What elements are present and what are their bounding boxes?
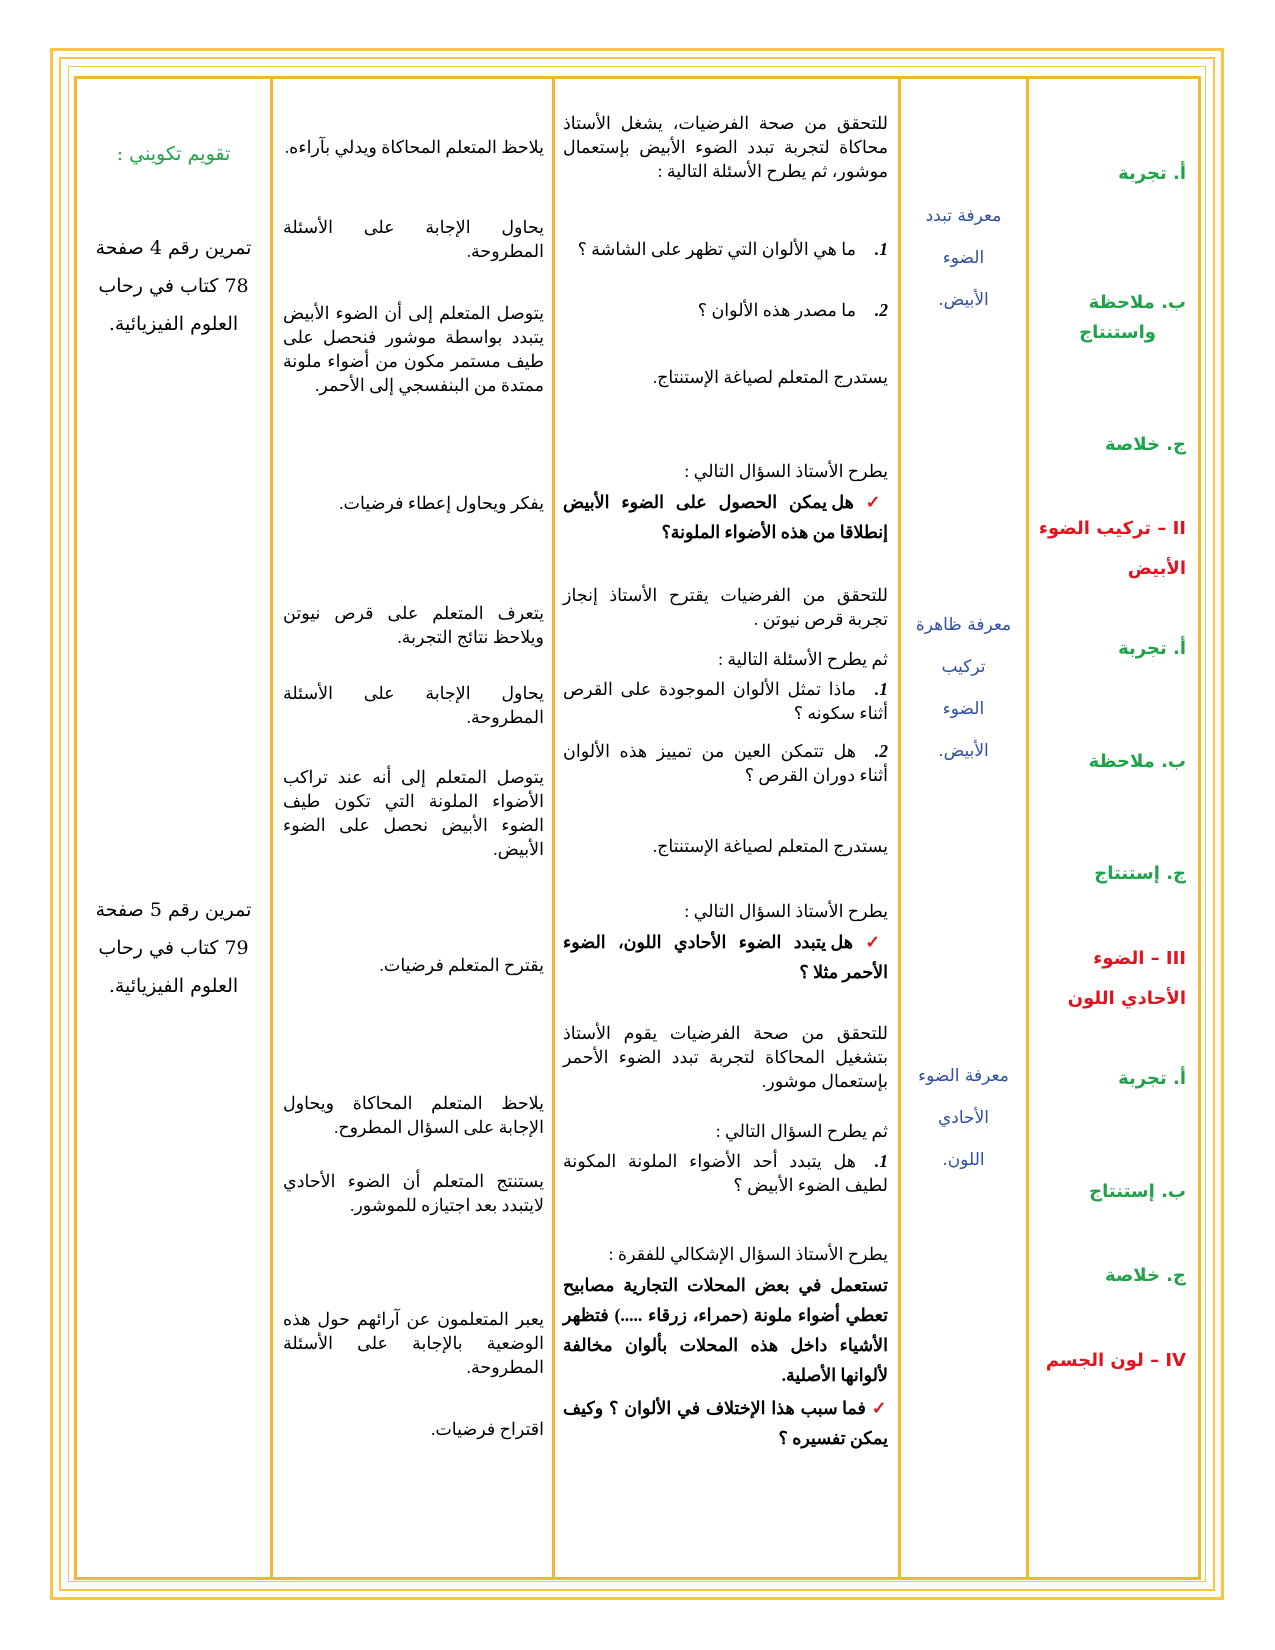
teacher-question-2 bbox=[563, 298, 888, 322]
teacher-paragraph: يستدرج المتعلم لصياغة الإستنتاج. bbox=[652, 836, 888, 856]
teacher-question-5 bbox=[563, 1149, 888, 1197]
teacher-paragraph: ثم يطرح السؤال التالي : bbox=[715, 1121, 888, 1141]
teacher-paragraph: يطرح الأستاذ السؤال الإشكالي للفقرة : bbox=[608, 1244, 888, 1264]
evaluation-exercise-1: تمرين رقم 4 صفحة 78 كتاب في رحاب العلوم الفيزيائية. bbox=[95, 237, 252, 335]
teacher-question-4 bbox=[563, 739, 888, 787]
key-question-text: هل يتبدد الضوء الأحادي اللون، الضوء الأحمر مثلا ؟ bbox=[563, 932, 888, 982]
question-text: ما هي الألوان التي تظهر على الشاشة ؟ bbox=[577, 239, 856, 259]
learner-paragraph: يقترح المتعلم فرضيات. bbox=[379, 955, 544, 975]
teacher-question-3 bbox=[563, 677, 888, 725]
problem-question-text: فما سبب هذا الإختلاف في الألوان ؟ وكيف يمكن تفسيره ؟ bbox=[563, 1398, 888, 1448]
teacher-paragraph: يستدرج المتعلم لصياغة الإستنتاج. bbox=[652, 367, 888, 387]
objective-line: معرفة الضوء bbox=[918, 1066, 1009, 1086]
checkmark-icon: ✓ bbox=[871, 1398, 888, 1418]
step-conclusion: ب. إستنتاج bbox=[1089, 1181, 1186, 1202]
teacher-paragraph: للتحقق من صحة الفرضيات يقوم الأستاذ بتشغيل المحاكاة لتجربة تبدد الضوء الأحمر بإستعمال موشور. bbox=[563, 1023, 888, 1091]
objectives-column bbox=[898, 76, 1029, 1580]
section-iii-title-cont: الأحادي اللون bbox=[1067, 988, 1186, 1009]
learner-paragraph: يتوصل المتعلم إلى أن الضوء الأبيض يتبدد بواسطة موشور فنحصل على طيف مستمر مكون من أضواء ملونة ممتدة من البنفسجي إلى الأحمر. bbox=[283, 303, 544, 395]
steps-column bbox=[1026, 76, 1201, 1580]
section-iii-title: III – الضوء bbox=[1093, 948, 1186, 969]
question-number: 1. bbox=[874, 239, 888, 259]
teacher-key-question bbox=[563, 487, 888, 547]
objective-line: الأبيض. bbox=[938, 290, 989, 310]
section-iv-title: IV – لون الجسم bbox=[1045, 1350, 1186, 1371]
learner-paragraph: يتعرف المتعلم على قرص نيوتن ويلاحظ نتائج التجربة. bbox=[283, 603, 544, 647]
teacher-activities-column bbox=[552, 76, 901, 1580]
teacher-question-1 bbox=[563, 237, 888, 261]
objective-2 bbox=[901, 604, 1026, 772]
evaluation-column bbox=[74, 76, 273, 1580]
teacher-paragraph: يطرح الأستاذ السؤال التالي : bbox=[684, 901, 888, 921]
objective-line: اللون. bbox=[942, 1150, 985, 1170]
teacher-key-question bbox=[563, 927, 888, 987]
section-ii-title-cont: الأبيض bbox=[1127, 558, 1186, 579]
question-text: هل يتبدد أحد الأضواء الملونة المكونة لطيف الضوء الأبيض ؟ bbox=[563, 1151, 888, 1195]
step-experiment: أ. تجربة bbox=[1118, 163, 1186, 184]
learner-paragraph: يلاحظ المتعلم المحاكاة ويدلي بآراءه. bbox=[284, 137, 544, 157]
question-text: هل تتمكن العين من تمييز هذه الألوان أثناء دوران القرص ؟ bbox=[563, 741, 888, 785]
learner-paragraph: اقتراح فرضيات. bbox=[430, 1419, 544, 1439]
checkmark-icon: ✓ bbox=[865, 492, 888, 512]
question-number: 2. bbox=[874, 300, 888, 320]
learner-paragraph: يفكر ويحاول إعطاء فرضيات. bbox=[339, 493, 544, 513]
evaluation-title: تقويم تكويني : bbox=[116, 143, 231, 165]
step-summary: ج. خلاصة bbox=[1104, 434, 1186, 455]
objective-3 bbox=[901, 1055, 1026, 1181]
objective-line: معرفة تبدد bbox=[925, 206, 1002, 226]
section-ii-title: II – تركيب الضوء bbox=[1038, 518, 1186, 539]
question-number: 2. bbox=[874, 741, 888, 761]
step-observation: ب. ملاحظة bbox=[1088, 292, 1186, 313]
teacher-paragraph: يطرح الأستاذ السؤال التالي : bbox=[684, 461, 888, 481]
question-number: 1. bbox=[874, 679, 888, 699]
step-summary: ج. خلاصة bbox=[1104, 1265, 1186, 1286]
question-text: ما مصدر هذه الألوان ؟ bbox=[697, 300, 856, 320]
learner-paragraph: يلاحظ المتعلم المحاكاة ويحاول الإجابة على السؤال المطروح. bbox=[283, 1093, 544, 1137]
lesson-table bbox=[74, 76, 1201, 1580]
objective-line: تركيب bbox=[941, 657, 986, 677]
step-experiment: أ. تجربة bbox=[1118, 638, 1186, 659]
question-text: ماذا تمثل الألوان الموجودة على القرص أثناء سكونه ؟ bbox=[563, 679, 888, 723]
learner-paragraph: يحاول الإجابة على الأسئلة المطروحة. bbox=[283, 683, 544, 727]
learner-paragraph: يعبر المتعلمون عن آرائهم حول هذه الوضعية بالإجابة على الأسئلة المطروحة. bbox=[283, 1309, 544, 1377]
step-experiment: أ. تجربة bbox=[1118, 1068, 1186, 1089]
learner-paragraph: يتوصل المتعلم إلى أنه عند تراكب الأضواء الملونة التي تكون طيف الضوء الأبيض نحصل على الضوء الأبيض. bbox=[283, 767, 544, 859]
learner-paragraph: يحاول الإجابة على الأسئلة المطروحة. bbox=[283, 217, 544, 261]
step-conclusion: ج. إستنتاج bbox=[1094, 863, 1186, 884]
teacher-paragraph: للتحقق من الفرضيات يقترح الأستاذ إنجاز تجربة قرص نيوتن . bbox=[563, 585, 888, 629]
question-number: 1. bbox=[874, 1151, 888, 1171]
objective-line: الضوء bbox=[942, 248, 985, 268]
evaluation-exercise-2: تمرين رقم 5 صفحة 79 كتاب في رحاب العلوم الفيزيائية. bbox=[95, 899, 252, 997]
objective-line: الأحادي bbox=[938, 1108, 989, 1128]
objective-line: معرفة ظاهرة bbox=[915, 615, 1012, 635]
learner-paragraph: يستنتج المتعلم أن الضوء الأحادي لايتبدد بعد اجتيازه للموشور. bbox=[283, 1171, 544, 1215]
step-observation: ب. ملاحظة bbox=[1088, 751, 1186, 772]
learner-activities-column bbox=[270, 76, 555, 1580]
problem-question bbox=[563, 1393, 888, 1453]
objective-line: الضوء bbox=[942, 699, 985, 719]
teacher-paragraph: للتحقق من صحة الفرضيات، يشغل الأستاذ محاكاة لتجربة تبدد الضوء الأبيض بإستعمال موشور، ثم يطرح الأسئلة التالية : bbox=[563, 113, 888, 181]
objective-line: الأبيض. bbox=[938, 741, 989, 761]
checkmark-icon: ✓ bbox=[865, 932, 888, 952]
objective-1 bbox=[901, 195, 1026, 321]
step-observation-cont: واستنتاج bbox=[1079, 322, 1156, 343]
problem-situation: تستعمل في بعض المحلات التجارية مصابيح تعطي أضواء ملونة (حمراء، زرقاء .....) فتظهر الأشياء داخل هذه المحلات بألوان مخالفة لألوانها الأصلية. bbox=[563, 1275, 888, 1385]
key-question-text: هل يمكن الحصول على الضوء الأبيض إنطلاقا من هذه الأضواء الملونة؟ bbox=[563, 492, 888, 542]
teacher-paragraph: ثم يطرح الأسئلة التالية : bbox=[718, 649, 888, 669]
